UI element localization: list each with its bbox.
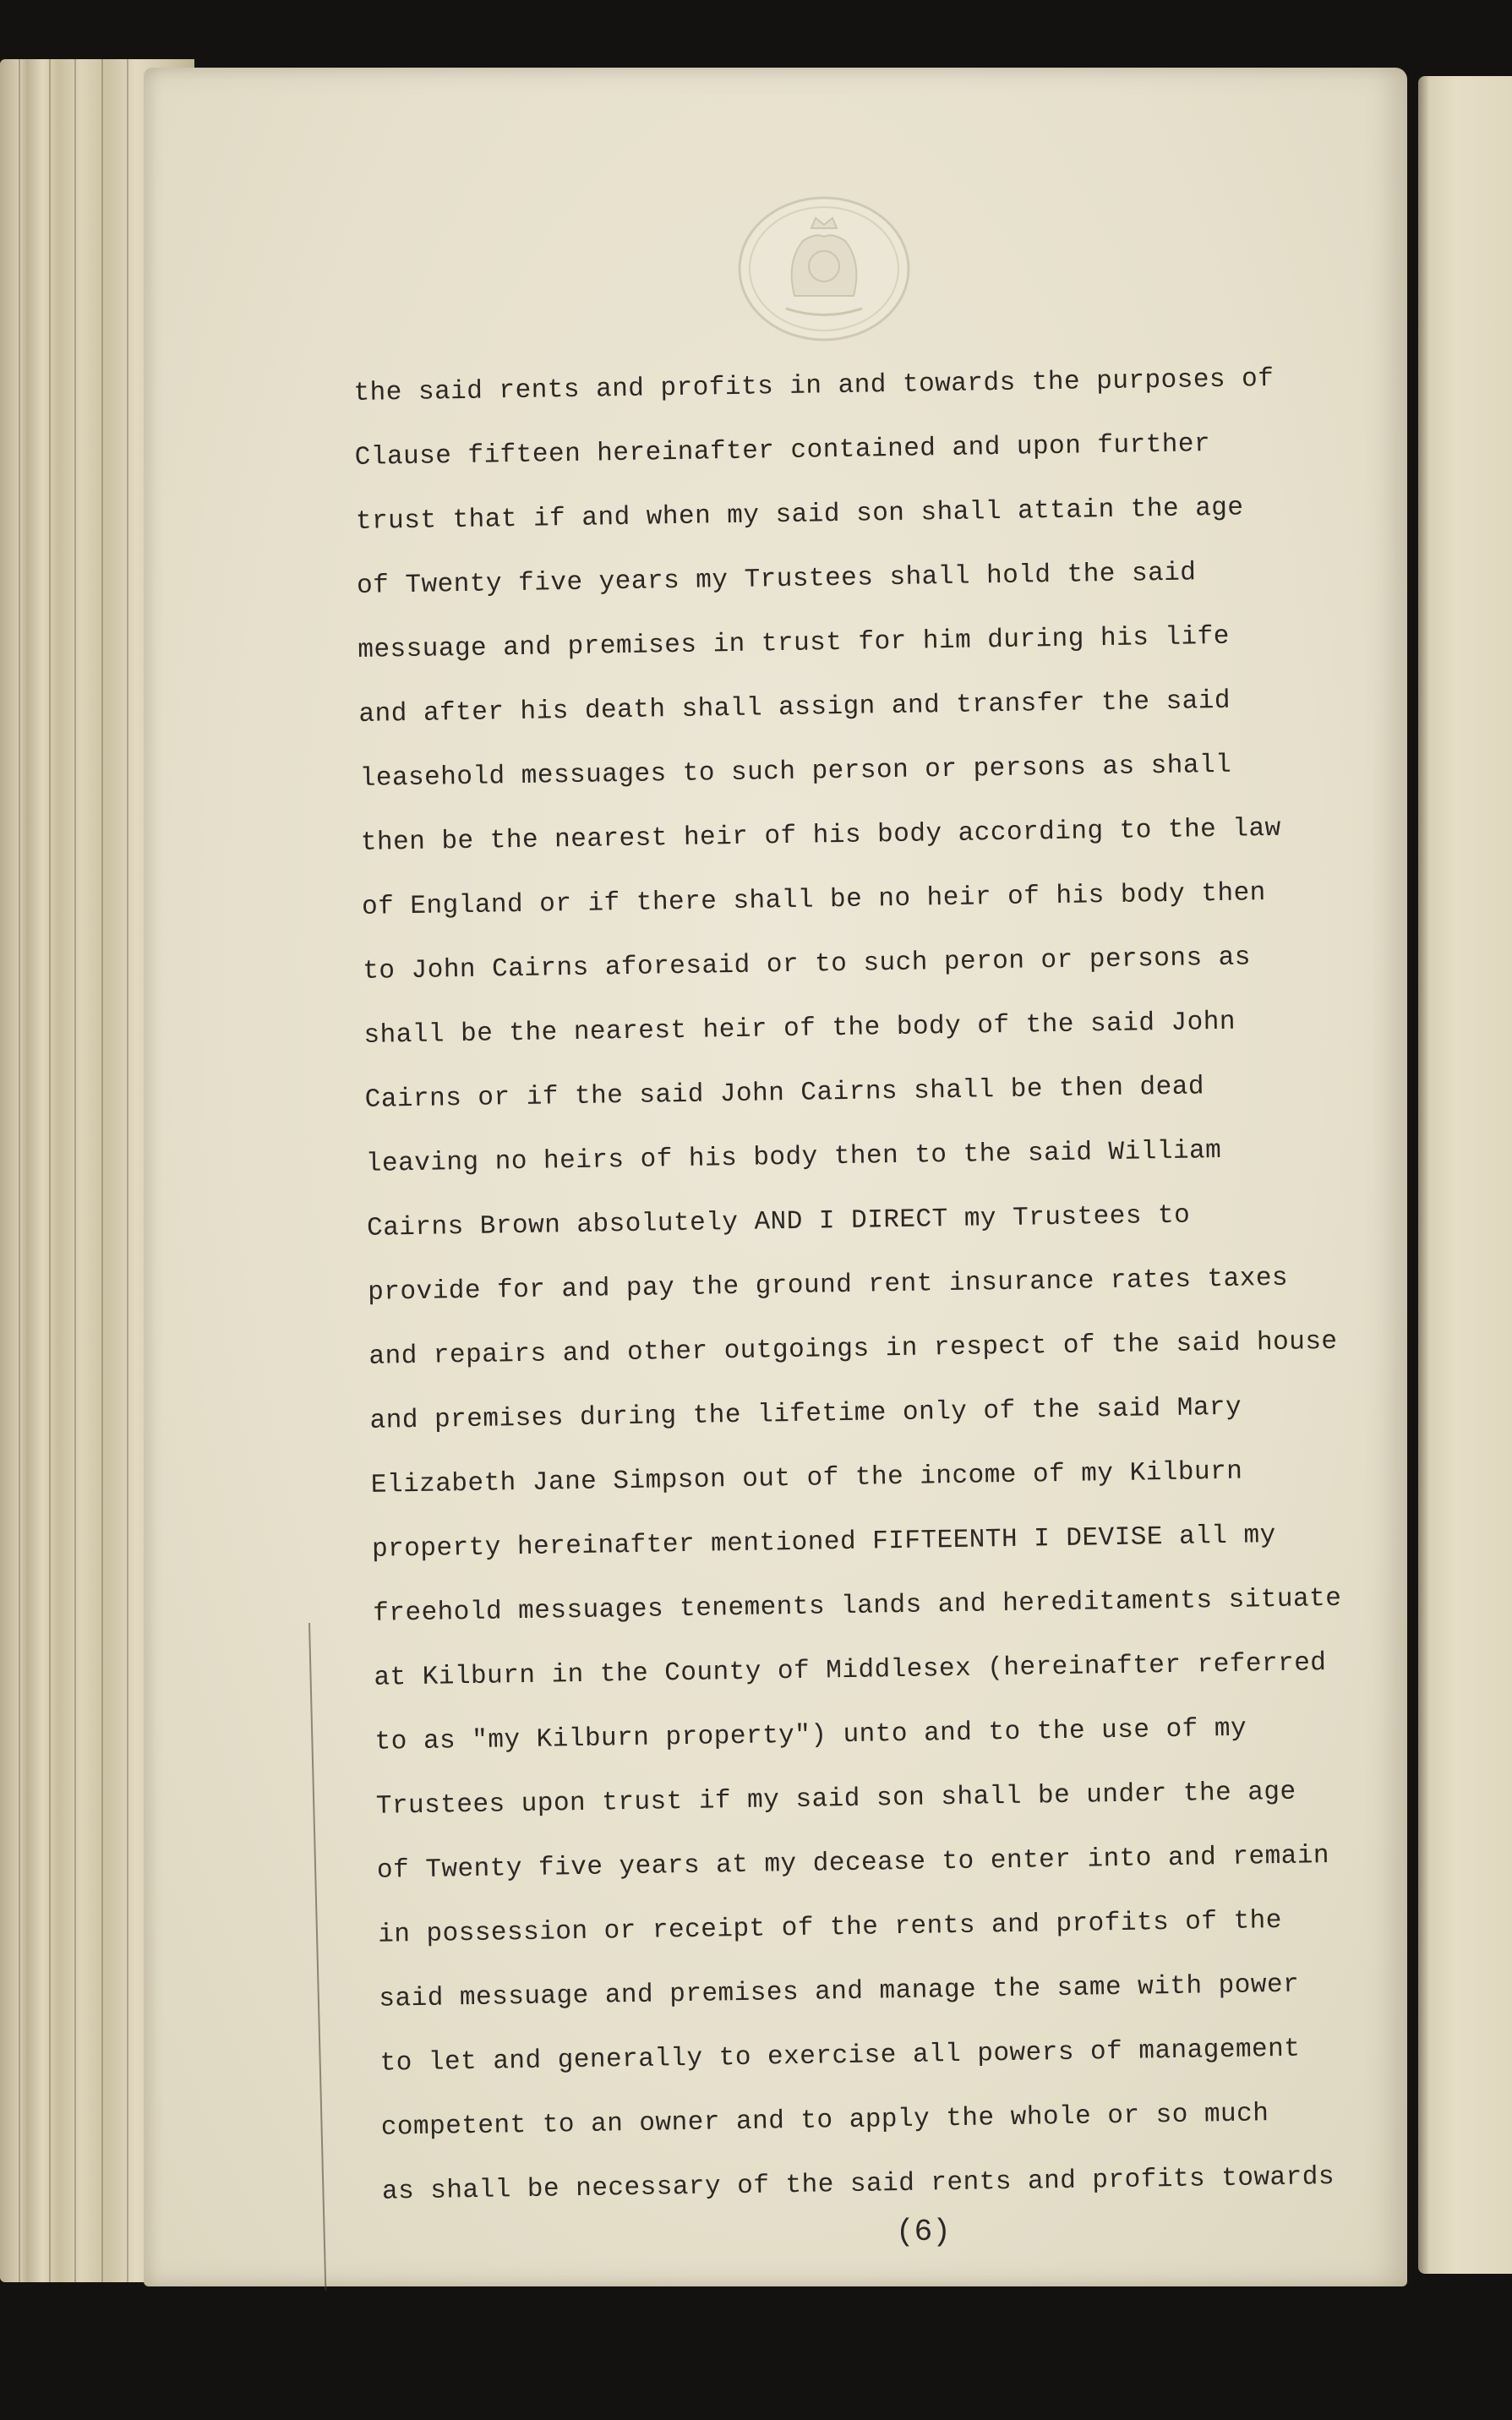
text-line: property hereinafter mentioned FIFTEENTH I DEVISE all my [371, 1521, 1277, 1565]
page-edge [74, 59, 76, 2282]
text-line: and after his death shall assign and transfer the said [358, 686, 1231, 729]
text-line: leaving no heirs of his body then to the said William [365, 1135, 1222, 1179]
page-edge [49, 59, 51, 2282]
text-line: to as "my Kilburn property") unto and to the use of my [374, 1713, 1247, 1757]
text-line: as shall be necessary of the said rents and profits towards [381, 2162, 1335, 2207]
text-line: Trustees upon trust if my said son shall be under the age [375, 1777, 1296, 1822]
text-line: leasehold messuages to such person or persons as shall [359, 750, 1232, 794]
typed-will-text [353, 346, 1413, 2225]
page-edge [127, 59, 128, 2282]
text-line: and premises during the lifetime only of the said Mary [369, 1392, 1242, 1436]
text-line: Cairns Brown absolutely AND I DIRECT my Trustees to [366, 1200, 1191, 1243]
text-line: of Twenty five years my Trustees shall hold the said [356, 558, 1197, 601]
text-line: Clause fifteen hereinafter contained and upon further [354, 429, 1211, 473]
text-line: of Twenty five years at my decease to enter into and remain [376, 1841, 1330, 1886]
text-line: messuage and premises in trust for him during his life [358, 621, 1231, 665]
text-line: provide for and pay the ground rent insurance rates taxes [368, 1263, 1289, 1308]
text-line: in possession or receipt of the rents and profits of the [377, 1905, 1283, 1950]
text-line: competent to an owner and to apply the whole or so much [380, 2099, 1269, 2143]
page-edge [19, 59, 20, 2282]
page-edge [101, 59, 103, 2282]
facing-page-edge-right [1418, 76, 1512, 2274]
text-line: the said rents and profits in and towards the purposes of [353, 363, 1275, 408]
text-line: of England or if there shall be no heir of his body then [361, 878, 1267, 922]
text-line: at Kilburn in the County of Middlesex (hereinafter referred [374, 1648, 1327, 1693]
embossed-crest-seal [735, 194, 913, 342]
text-line: then be the nearest heir of his body according to the law [360, 813, 1281, 858]
text-line: to John Cairns aforesaid or to such peron or persons as [363, 942, 1252, 986]
text-line: to let and generally to exercise all powers of management [379, 2034, 1301, 2079]
text-line: freehold messuages tenements lands and hereditaments situate [372, 1583, 1342, 1629]
text-line: Elizabeth Jane Simpson out of the income of my Kilburn [370, 1456, 1243, 1500]
text-line: trust that if and when my said son shall attain the age [355, 493, 1244, 537]
text-line: shall be the nearest heir of the body of the said John [363, 1007, 1236, 1051]
page-number: (6) [896, 2215, 951, 2249]
text-line: Cairns or if the said John Cairns shall be then dead [364, 1072, 1205, 1115]
text-line: said messuage and premises and manage the same with power [379, 1969, 1300, 2014]
text-line: and repairs and other outgoings in respect of the said house [368, 1326, 1338, 1372]
